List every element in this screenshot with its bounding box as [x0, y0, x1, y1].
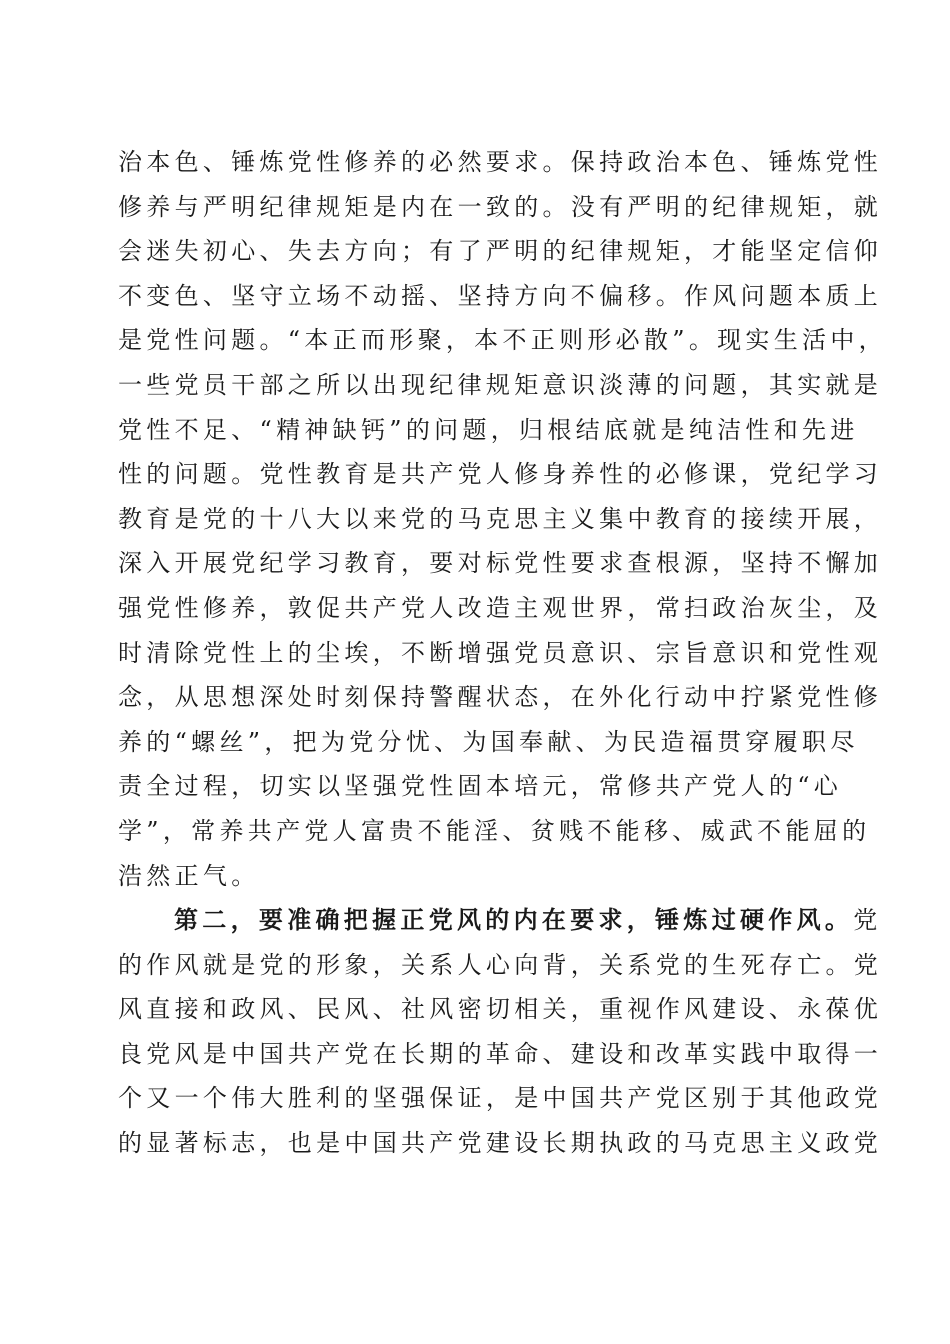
paragraph-line: 浩然正气。: [118, 861, 260, 890]
paragraph-line: 党性不足、“精神缺钙”的问题，归根结底就是纯洁性和先进: [118, 415, 859, 444]
paragraph-line: 治本色、锤炼党性修养的必然要求。保持政治本色、锤炼党性: [118, 148, 883, 176]
paragraph-line: 念，从思想深处时刻保持警醒状态，在外化行动中拧紧党性修: [118, 683, 883, 712]
section-heading: 第二，要准确把握正党风的内在要求，锤炼过硬作风。: [174, 905, 854, 935]
paragraph-line: 强党性修养，敦促共产党人改造主观世界，常扫政治灰尘，及: [118, 593, 883, 622]
paragraph-line: 良党风是中国共产党在长期的革命、建设和改革实践中取得一: [118, 1039, 883, 1068]
paragraph-2-first-line: [118, 898, 882, 943]
paragraph-line: 养的“螺丝”，把为党分忧、为国奉献、为民造福贯穿履职尽: [118, 727, 859, 756]
paragraph-line: 时清除党性上的尘埃，不断增强党员意识、宗旨意识和党性观: [118, 638, 883, 667]
paragraph-line: 的显著标志，也是中国共产党建设长期执政的马克思主义政党: [118, 1129, 883, 1158]
paragraph-line: 个又一个伟大胜利的坚强保证，是中国共产党区别于其他政党: [118, 1084, 883, 1113]
paragraph-line: 风直接和政风、民风、社风密切相关，重视作风建设、永葆优: [118, 995, 883, 1024]
paragraph-line: 性的问题。党性教育是共产党人修身养性的必修课，党纪学习: [118, 460, 883, 489]
paragraph-line: 学”，常养共产党人富贵不能淫、贫贱不能移、威武不能屈的: [118, 816, 871, 845]
paragraph-line: 责全过程，切实以坚强党性固本培元，常修共产党人的“心: [118, 772, 843, 801]
document-body: [118, 140, 887, 1166]
paragraph-line: 是党性问题。“本正而形聚，本不正则形必散”。现实生活中，: [118, 326, 887, 355]
paragraph-line: 会迷失初心、失去方向；有了严明的纪律规矩，才能坚定信仰: [118, 237, 883, 266]
paragraph-line: 不变色、坚守立场不动摇、坚持方向不偏移。作风问题本质上: [118, 281, 883, 310]
paragraph-line: 修养与严明纪律规矩是内在一致的。没有严明的纪律规矩，就: [118, 192, 883, 221]
paragraph-line: 教育是党的十八大以来党的马克思主义集中教育的接续开展，: [118, 504, 883, 533]
paragraph-line: 一些党员干部之所以出现纪律规矩意识淡薄的问题，其实就是: [118, 370, 883, 399]
paragraph-text: 党: [853, 906, 882, 935]
paragraph-line: 的作风就是党的形象，关系人心向背，关系党的生死存亡。党: [118, 950, 883, 979]
paragraph-line: 深入开展党纪学习教育，要对标党性要求查根源，坚持不懈加: [118, 549, 883, 578]
